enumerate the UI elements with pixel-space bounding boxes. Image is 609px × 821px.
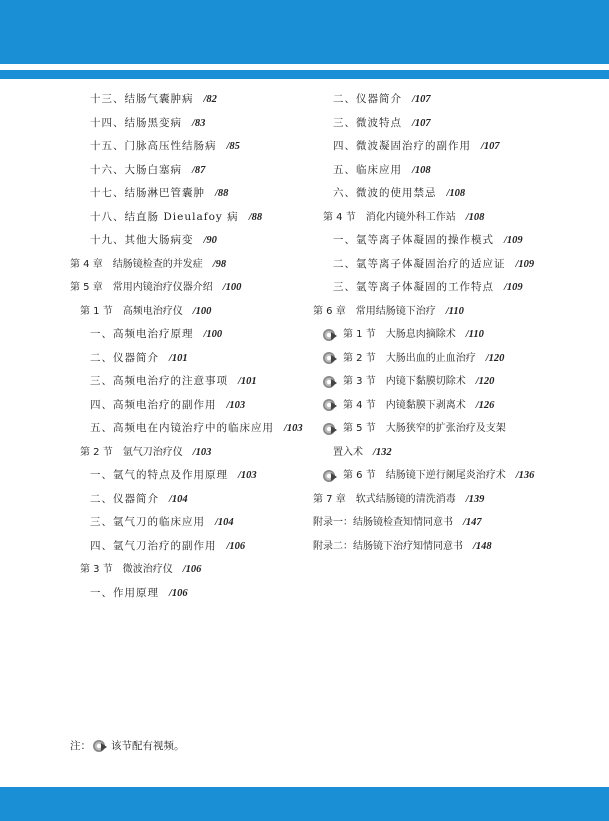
toc-entry-title: 第 5 章 常用内镜治疗仪器介绍: [70, 282, 213, 293]
toc-entry-title: 十七、结肠淋巴管囊肿: [90, 187, 205, 199]
toc-entry-page: /139: [465, 493, 485, 505]
toc-entry[interactable]: [70, 300, 310, 324]
toc-entry[interactable]: [313, 182, 603, 206]
toc-entry-title: 第 1 节 大肠息肉摘除术: [343, 329, 456, 340]
toc-entry[interactable]: [313, 464, 603, 488]
video-disc-icon: [323, 469, 337, 483]
toc-entry[interactable]: [313, 394, 603, 418]
toc-entry[interactable]: [70, 417, 310, 441]
toc-entry[interactable]: [70, 582, 310, 606]
toc-entry[interactable]: [313, 159, 603, 183]
toc-entry-title: 附录一：结肠镜检查知情同意书: [313, 517, 453, 528]
toc-entry-title: 附录二：结肠镜下治疗知情同意书: [313, 540, 463, 552]
toc-entry-title: 一、氩气的特点及作用原理: [90, 469, 228, 481]
toc-entry-page: /109: [504, 235, 523, 246]
toc-entry[interactable]: [313, 300, 603, 324]
toc-entry-page: /101: [169, 352, 188, 364]
toc-entry-page: /103: [192, 446, 212, 458]
toc-entry[interactable]: [313, 535, 603, 559]
toc-entry[interactable]: [70, 229, 310, 253]
toc-entry-title: 一、氩等离子体凝固的操作模式: [333, 234, 494, 246]
toc-entry-page: /104: [169, 493, 188, 505]
toc-entry[interactable]: [70, 253, 310, 277]
toc-entry-title: 三、微波特点: [333, 116, 402, 129]
toc-entry[interactable]: [70, 394, 310, 418]
toc-entry-page: /108: [465, 211, 485, 223]
toc-entry-page: /100: [222, 282, 242, 293]
toc-entry-title: 二、仪器简介: [90, 492, 159, 505]
toc-entry-title: 第 3 节 微波治疗仪: [80, 564, 173, 575]
toc-entry[interactable]: [313, 88, 603, 112]
toc-entry[interactable]: [313, 253, 603, 277]
toc-entry[interactable]: [70, 88, 310, 112]
toc-entry-title: 十六、大肠白塞病: [90, 163, 182, 176]
toc-entry-title: 第 4 节 内镜黏膜下剥离术: [343, 399, 466, 411]
toc-entry-title: 一、高频电治疗原理: [90, 328, 194, 340]
toc-entry-page: /88: [215, 188, 229, 199]
toc-entry[interactable]: [313, 488, 603, 512]
toc-entry-title: 五、高频电在内镜治疗中的临床应用: [90, 422, 274, 434]
toc-entry-page: /108: [412, 164, 431, 176]
toc-entry-title: 三、高频电治疗的注意事项: [90, 375, 228, 387]
toc-right-column: [313, 88, 603, 558]
video-note: [70, 738, 185, 753]
toc-entry-page: /90: [203, 235, 217, 246]
toc-entry-title: 第 3 节 内镜下黏膜切除术: [343, 376, 466, 387]
toc-entry-page: /87: [192, 164, 206, 176]
toc-entry[interactable]: [313, 417, 603, 441]
toc-entry-page: /85: [226, 141, 240, 152]
note-text: 该节配有视频。: [111, 740, 185, 752]
toc-entry[interactable]: [313, 206, 603, 230]
toc-entry-page: /108: [446, 188, 466, 199]
toc-entry-page: /106: [169, 587, 188, 599]
video-disc-icon: [323, 398, 337, 412]
toc-entry-title: 二、仪器简介: [90, 351, 159, 364]
toc-entry-page: /106: [182, 564, 202, 575]
toc-entry-page: /107: [481, 141, 500, 152]
toc-entry-page: /110: [445, 305, 464, 317]
toc-entry-page: /109: [515, 258, 535, 270]
toc-entry[interactable]: [70, 535, 310, 559]
video-disc-icon: [323, 328, 337, 342]
toc-entry-page: /82: [203, 94, 217, 105]
toc-entry[interactable]: [70, 112, 310, 136]
toc-entry-page: /110: [465, 329, 484, 340]
toc-entry[interactable]: [313, 276, 603, 300]
toc-entry[interactable]: [313, 135, 603, 159]
toc-left-column: [70, 88, 310, 605]
toc-entry-title: 第 5 节 大肠狭窄的扩张治疗及支架: [343, 423, 506, 434]
video-disc-icon: [323, 375, 337, 389]
footer-band: [0, 787, 609, 821]
toc-entry-page: /103: [284, 423, 303, 434]
video-disc-icon: [93, 739, 107, 753]
toc-entry-page: /104: [215, 517, 234, 528]
toc-entry-title: 十五、门脉高压性结肠病: [90, 140, 217, 152]
toc-entry-title: 第 4 章 结肠镜检查的并发症: [70, 258, 203, 270]
toc-entry[interactable]: [70, 182, 310, 206]
toc-entry[interactable]: [70, 464, 310, 488]
toc-entry[interactable]: [313, 323, 603, 347]
toc-entry-title: 第 6 节 结肠镜下逆行阑尾炎治疗术: [343, 470, 506, 481]
toc-entry-title: 第 6 章 常用结肠镜下治疗: [313, 305, 436, 317]
toc-entry[interactable]: [70, 276, 310, 300]
toc-entry-title: 第 2 节 大肠出血的止血治疗: [343, 352, 476, 364]
toc-entry[interactable]: [70, 441, 310, 465]
toc-entry-page: /120: [485, 352, 505, 364]
note-prefix: 注：: [70, 740, 91, 752]
toc-entry-title: 十三、结肠气囊肿病: [90, 93, 194, 105]
toc-entry-page: /107: [412, 94, 431, 105]
toc-entry-title: 第 7 章 软式结肠镜的清洗消毒: [313, 493, 456, 505]
toc-entry-title: 十九、其他大肠病变: [90, 234, 194, 246]
toc-entry-page: /126: [475, 399, 495, 411]
toc-entry-page: /88: [248, 211, 263, 223]
toc-entry-page: /120: [475, 376, 495, 387]
toc-entry-title: 十八、结直肠 Dieulafoy 病: [90, 210, 239, 223]
toc-entry[interactable]: [313, 441, 603, 465]
toc-entry[interactable]: [70, 347, 310, 371]
toc-entry-title: 第 1 节 高频电治疗仪: [80, 305, 183, 317]
toc-entry[interactable]: [70, 558, 310, 582]
toc-entry[interactable]: [70, 323, 310, 347]
toc-entry-title: 置入术: [333, 446, 363, 458]
toc-entry-page: /103: [226, 399, 246, 411]
toc-entry-title: 十四、结肠黑变病: [90, 116, 182, 129]
toc-entry-page: /107: [412, 117, 431, 129]
toc-entry-title: 第 4 节 消化内镜外科工作站: [323, 211, 456, 223]
toc-entry-page: /103: [238, 470, 257, 481]
toc-entry[interactable]: [313, 370, 603, 394]
toc-entry[interactable]: [70, 370, 310, 394]
toc-entry-page: /100: [192, 305, 212, 317]
toc-entry-page: /136: [515, 470, 535, 481]
toc-entry-page: /132: [373, 446, 392, 458]
video-disc-icon: [323, 351, 337, 365]
header-band: [0, 0, 609, 64]
toc-entry-page: /83: [192, 117, 206, 129]
toc-entry-page: /109: [504, 282, 523, 293]
toc-entry-title: 三、氩气刀的临床应用: [90, 516, 205, 528]
toc-entry[interactable]: [70, 488, 310, 512]
toc-entry-page: /100: [203, 329, 223, 340]
toc-entry-title: 四、氩气刀治疗的副作用: [90, 539, 217, 552]
toc-entry-title: 六、微波的使用禁忌: [333, 187, 437, 199]
toc-entry[interactable]: [70, 206, 310, 230]
toc-entry-page: /101: [238, 376, 257, 387]
toc-entry[interactable]: [70, 135, 310, 159]
toc-entry-title: 一、作用原理: [90, 586, 159, 599]
toc-entry-title: 四、高频电治疗的副作用: [90, 398, 217, 411]
toc-entry-page: /147: [463, 517, 482, 528]
toc-entry[interactable]: [313, 511, 603, 535]
toc-entry-page: /148: [473, 540, 492, 552]
toc-entry[interactable]: [70, 159, 310, 183]
toc-entry[interactable]: [313, 112, 603, 136]
toc-entry-title: 四、微波凝固治疗的副作用: [333, 140, 471, 152]
toc-entry-title: 五、临床应用: [333, 163, 402, 176]
toc-entry-page: /98: [212, 258, 227, 270]
toc-entry-title: 二、氩等离子体凝固治疗的适应证: [333, 257, 506, 270]
toc-entry-title: 三、氩等离子体凝固的工作特点: [333, 281, 494, 293]
toc-entry-title: 第 2 节 氩气刀治疗仪: [80, 446, 183, 458]
toc-entry[interactable]: [70, 511, 310, 535]
toc-entry-title: 二、仪器简介: [333, 93, 402, 105]
header-stripe: [0, 70, 609, 79]
toc-entry[interactable]: [313, 229, 603, 253]
toc-entry-page: /106: [226, 540, 246, 552]
toc-entry[interactable]: [313, 347, 603, 371]
video-disc-icon: [323, 422, 337, 436]
